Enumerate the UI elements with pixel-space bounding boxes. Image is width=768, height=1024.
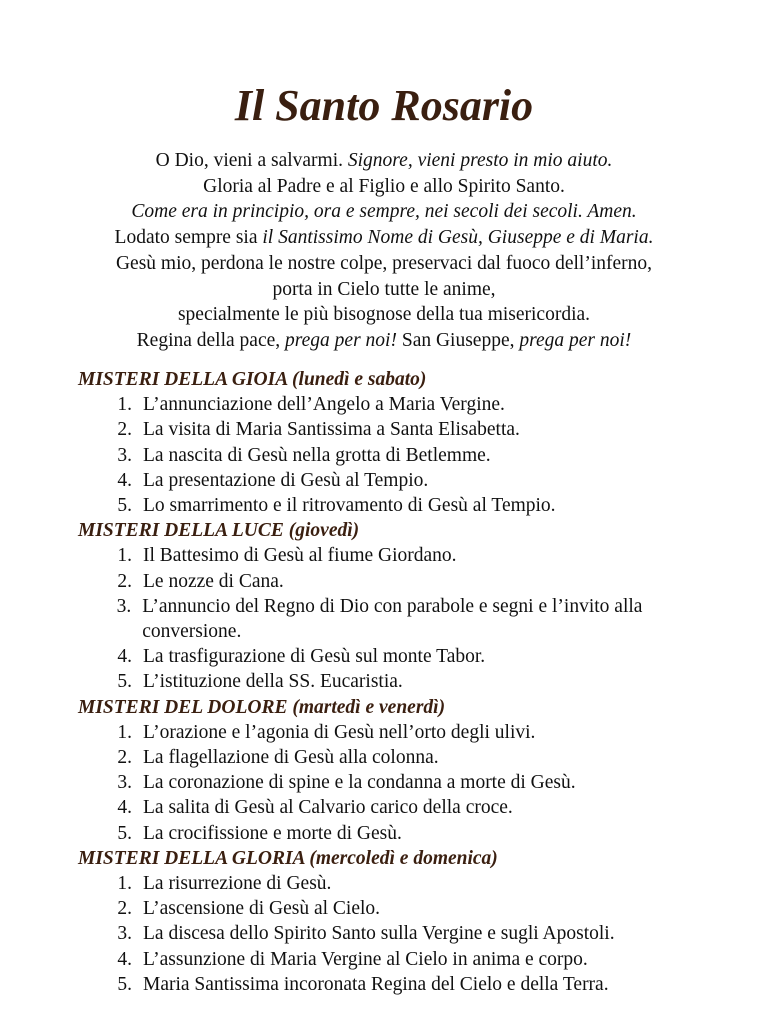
mystery-group-heading [78, 367, 738, 392]
mystery-item-number: 5. [117, 973, 132, 995]
mystery-item [78, 972, 738, 997]
mystery-group-title: MISTERI DELLA GLORIA [78, 847, 305, 869]
mystery-item-number: 2. [117, 898, 132, 920]
mystery-item-text: L’orazione e l’agonia di Gesù nell’orto degli ulivi. [143, 721, 536, 743]
prayer-text: O Dio, vieni a salvarmi. [155, 150, 348, 171]
mystery-item [78, 947, 738, 972]
mystery-item-text: Le nozze di Cana. [143, 570, 284, 592]
mystery-item-text: L’assunzione di Maria Vergine al Cielo in anima e corpo. [143, 948, 588, 970]
mystery-item [78, 569, 738, 594]
mystery-item-number: 5. [117, 495, 132, 517]
mystery-item-number: 4. [117, 646, 132, 668]
mystery-item-text: La discesa dello Spirito Santo sulla Vergine e sugli Apostoli. [143, 923, 615, 945]
mystery-item-text: Maria Santissima incoronata Regina del Cielo e della Terra. [143, 973, 609, 995]
mystery-item-text: La nascita di Gesù nella grotta di Betlemme. [143, 444, 491, 466]
mystery-group [78, 695, 738, 846]
mystery-item-number: 5. [117, 671, 132, 693]
mystery-item-text: L’istituzione della SS. Eucaristia. [143, 671, 403, 693]
mystery-item-number: 2. [117, 419, 132, 441]
mystery-group [78, 518, 738, 694]
mysteries-list [78, 367, 738, 997]
opening-prayers [0, 148, 768, 354]
mystery-item [78, 921, 738, 946]
mystery-item [78, 745, 738, 770]
mystery-item-text: La crocifissione e morte di Gesù. [143, 822, 402, 844]
mystery-item [78, 669, 738, 694]
mystery-item-text: L’annuncio del Regno di Dio con parabole e segni e l’invito alla conversione. [142, 595, 643, 643]
mystery-item-text: L’annunciazione dell’Angelo a Maria Vergine. [143, 394, 505, 416]
prayer-text: prega per noi! [519, 329, 632, 351]
mystery-group-days: (giovedì) [288, 520, 360, 542]
mystery-item-number: 1. [117, 545, 132, 567]
mystery-item-text: La coronazione di spine e la condanna a morte di Gesù. [143, 772, 576, 794]
prayer-text: Lodato sempre sia [114, 227, 263, 249]
prayer-text: San Giuseppe, [396, 329, 520, 351]
mystery-item [78, 543, 738, 568]
prayer-line [0, 277, 768, 303]
mystery-item-number: 2. [117, 570, 132, 592]
prayer-line [0, 302, 768, 328]
mystery-group-heading [78, 846, 738, 871]
mystery-item-number: 4. [117, 797, 132, 819]
mystery-item-number: 3. [116, 595, 132, 617]
prayer-text: Come era in principio, ora e sempre, nei secoli dei secoli. Amen. [131, 201, 637, 223]
prayer-line [0, 174, 768, 200]
mystery-item-text: La risurrezione di Gesù. [143, 873, 332, 895]
mystery-item [78, 443, 738, 468]
mystery-item-text: Lo smarrimento e il ritrovamento di Gesù al Tempio. [143, 495, 556, 517]
prayer-text: specialmente le più bisognose della tua misericordia. [177, 304, 591, 326]
mystery-item-number: 2. [117, 747, 132, 769]
mystery-item [78, 720, 738, 745]
mystery-item [78, 468, 738, 493]
mystery-group-title: MISTERI DELLA LUCE [78, 520, 284, 542]
mystery-item-number: 4. [117, 948, 132, 970]
mystery-group-heading [78, 695, 738, 720]
mystery-item-text: La salita di Gesù al Calvario carico della croce. [143, 797, 513, 819]
mystery-group-days: (lunedì e sabato) [292, 369, 427, 390]
mystery-item [78, 417, 738, 442]
mystery-item [78, 594, 738, 644]
prayer-line [0, 225, 768, 251]
prayer-text: prega per noi! [285, 329, 397, 351]
mystery-item-text: La flagellazione di Gesù alla colonna. [143, 747, 439, 769]
mystery-group-title: MISTERI DEL DOLORE [78, 696, 288, 718]
mystery-item-number: 3. [117, 772, 132, 794]
mystery-group-heading [78, 518, 738, 543]
prayer-line [0, 328, 768, 354]
mystery-item [78, 392, 738, 417]
prayer-text: Gloria al Padre e al Figlio e allo Spirito Santo. [203, 175, 565, 197]
prayer-text: Signore, vieni presto in mio aiuto. [347, 150, 613, 171]
mystery-group [78, 367, 738, 518]
mystery-item-text: Il Battesimo di Gesù al fiume Giordano. [143, 545, 457, 567]
mystery-item-number: 1. [117, 721, 132, 743]
mystery-item [78, 871, 738, 896]
mystery-item-number: 3. [117, 923, 132, 945]
mystery-item [78, 821, 738, 846]
mystery-group-title: MISTERI DELLA GIOIA [78, 369, 288, 390]
mystery-item [78, 770, 738, 795]
mystery-item-text: La visita di Maria Santissima a Santa Elisabetta. [143, 419, 520, 441]
mystery-item-number: 5. [117, 822, 132, 844]
prayer-line [0, 148, 768, 174]
mystery-item [78, 644, 738, 669]
mystery-item [78, 896, 738, 921]
mystery-item-text: La presentazione di Gesù al Tempio. [143, 469, 429, 491]
mystery-item [78, 795, 738, 820]
mystery-item [78, 493, 738, 518]
page-title: Il Santo Rosario [234, 81, 534, 130]
mystery-item-text: La trasfigurazione di Gesù sul monte Tabor. [143, 646, 486, 668]
prayer-text: porta in Cielo tutte le anime, [272, 278, 496, 300]
mystery-group-days: (martedì e venerdì) [292, 696, 446, 718]
mystery-item-number: 1. [117, 873, 132, 895]
prayer-text: Regina della pace, [136, 329, 286, 351]
mystery-group-days: (mercoledì e domenica) [309, 847, 498, 869]
prayer-line [0, 251, 768, 277]
mystery-item-number: 4. [117, 469, 132, 491]
prayer-text: Gesù mio, perdona le nostre colpe, preservaci dal fuoco dell’inferno, [115, 252, 653, 274]
mystery-group [78, 846, 738, 997]
prayer-text: il Santissimo Nome di Gesù, Giuseppe e di Maria. [262, 227, 654, 249]
mystery-item-number: 1. [117, 394, 132, 416]
prayer-line [0, 199, 768, 225]
mystery-item-text: L’ascensione di Gesù al Cielo. [143, 898, 381, 920]
mystery-item-number: 3. [117, 444, 132, 466]
